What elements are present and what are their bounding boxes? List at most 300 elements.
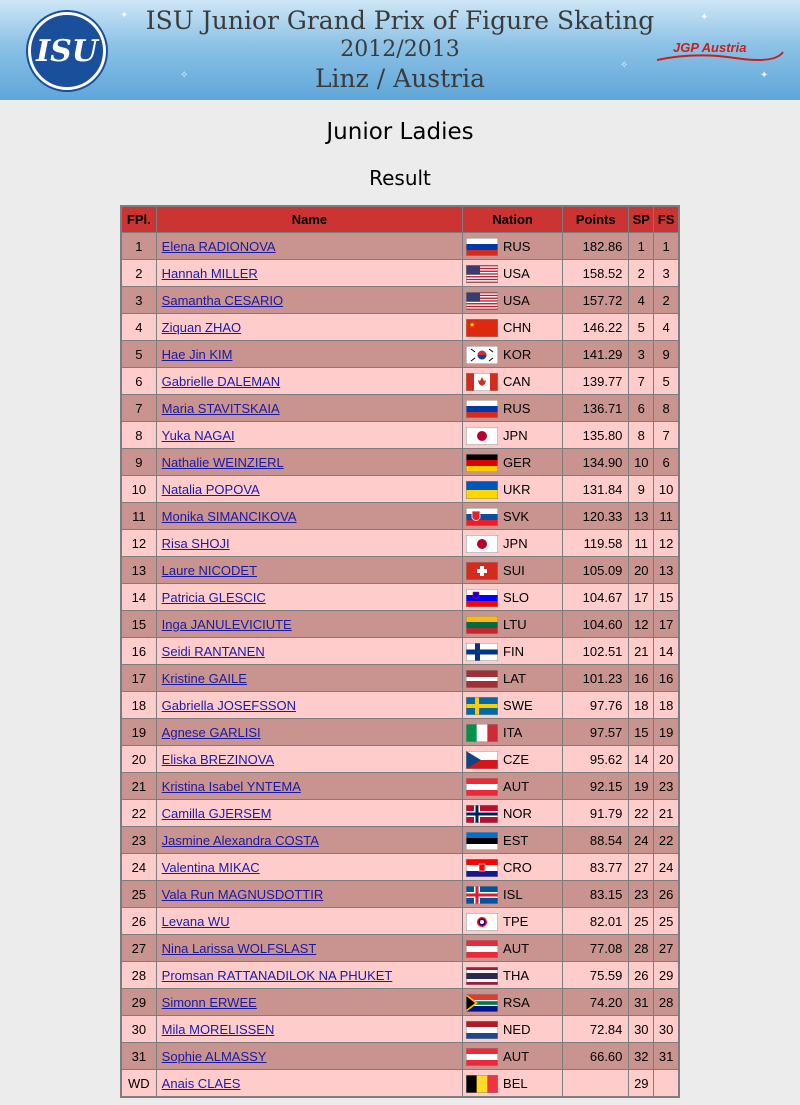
nation-code-cell: UKR <box>501 476 563 503</box>
jgp-austria-logo[interactable]: JGP Austria <box>655 36 785 70</box>
sp-rank-cell: 2 <box>629 260 654 287</box>
skater-name-cell <box>156 1016 463 1043</box>
sp-rank-cell: 23 <box>629 881 654 908</box>
skater-name-link[interactable]: Yuka NAGAI <box>161 427 235 443</box>
nation-code-cell: SVK <box>501 503 563 530</box>
event-title-line1: ISU Junior Grand Prix of Figure Skating <box>145 6 655 35</box>
sp-rank-cell: 25 <box>629 908 654 935</box>
nation-code-cell: SUI <box>501 557 563 584</box>
tha-flag-icon <box>466 967 498 985</box>
flag-cell <box>463 395 501 422</box>
column-header-name: Name <box>156 206 463 233</box>
nation-code-cell: USA <box>501 287 563 314</box>
fs-rank-cell: 27 <box>654 935 679 962</box>
points-cell: 158.52 <box>563 260 629 287</box>
skater-name-link[interactable]: Agnese GARLISI <box>161 724 261 740</box>
sp-rank-cell: 1 <box>629 233 654 260</box>
nation-code-cell: ITA <box>501 719 563 746</box>
table-row <box>121 422 679 449</box>
table-row <box>121 908 679 935</box>
skater-name-cell <box>156 260 463 287</box>
fs-rank-cell: 31 <box>654 1043 679 1070</box>
points-cell: 74.20 <box>563 989 629 1016</box>
flag-cell <box>463 584 501 611</box>
flag-cell <box>463 989 501 1016</box>
skater-name-link[interactable]: Risa SHOJI <box>161 535 230 551</box>
column-header-fpl: FPl. <box>121 206 156 233</box>
table-row <box>121 746 679 773</box>
points-cell: 105.09 <box>563 557 629 584</box>
flag-cell <box>463 449 501 476</box>
skater-name-cell <box>156 665 463 692</box>
skater-name-link[interactable]: Elena RADIONOVA <box>161 238 276 254</box>
skater-name-cell <box>156 746 463 773</box>
fs-rank-cell: 21 <box>654 800 679 827</box>
placement-cell: 21 <box>121 773 156 800</box>
sp-rank-cell: 19 <box>629 773 654 800</box>
table-row <box>121 719 679 746</box>
skater-name-link[interactable]: Patricia GLESCIC <box>161 589 266 605</box>
can-flag-icon <box>466 373 498 391</box>
skater-name-link[interactable]: Samantha CESARIO <box>161 292 284 308</box>
flag-cell <box>463 422 501 449</box>
flag-cell <box>463 557 501 584</box>
fs-rank-cell: 29 <box>654 962 679 989</box>
skater-name-link[interactable]: Mila MORELISSEN <box>161 1021 275 1037</box>
points-cell: 83.77 <box>563 854 629 881</box>
points-cell: 91.79 <box>563 800 629 827</box>
nation-code-cell: JPN <box>501 422 563 449</box>
results-table <box>120 205 680 1098</box>
flag-cell <box>463 611 501 638</box>
sp-rank-cell: 10 <box>629 449 654 476</box>
sp-rank-cell: 20 <box>629 557 654 584</box>
points-cell: 104.60 <box>563 611 629 638</box>
column-header-nation: Nation <box>463 206 563 233</box>
header-banner <box>0 0 800 100</box>
skater-name-link[interactable]: Kristina Isabel YNTEMA <box>161 778 301 794</box>
nation-code-cell: AUT <box>501 1043 563 1070</box>
points-cell: 157.72 <box>563 287 629 314</box>
skater-name-cell <box>156 989 463 1016</box>
skater-name-cell <box>156 611 463 638</box>
points-cell: 95.62 <box>563 746 629 773</box>
flag-cell <box>463 773 501 800</box>
flag-cell <box>463 935 501 962</box>
placement-cell: 24 <box>121 854 156 881</box>
svg-text:★: ★ <box>469 321 476 329</box>
sp-rank-cell: 3 <box>629 341 654 368</box>
fs-rank-cell: 17 <box>654 611 679 638</box>
skater-name-link[interactable]: Camilla GJERSEM <box>161 805 272 821</box>
skater-name-cell <box>156 692 463 719</box>
nation-code-cell: LAT <box>501 665 563 692</box>
sp-rank-cell: 17 <box>629 584 654 611</box>
table-row <box>121 557 679 584</box>
sp-rank-cell: 4 <box>629 287 654 314</box>
nation-code-cell: GER <box>501 449 563 476</box>
rsa-flag-icon <box>466 994 498 1012</box>
sp-rank-cell: 7 <box>629 368 654 395</box>
nation-code-cell: RUS <box>501 395 563 422</box>
fs-rank-cell: 12 <box>654 530 679 557</box>
placement-cell: 6 <box>121 368 156 395</box>
fs-rank-cell: 22 <box>654 827 679 854</box>
skater-name-cell <box>156 719 463 746</box>
points-cell: 136.71 <box>563 395 629 422</box>
skater-name-cell <box>156 1070 463 1098</box>
flag-cell <box>463 719 501 746</box>
points-cell: 131.84 <box>563 476 629 503</box>
table-row <box>121 638 679 665</box>
placement-cell: 1 <box>121 233 156 260</box>
placement-cell: 13 <box>121 557 156 584</box>
placement-cell: 10 <box>121 476 156 503</box>
skater-name-link[interactable]: Valentina MIKAC <box>161 859 260 875</box>
skater-name-link[interactable]: Monika SIMANCIKOVA <box>161 508 297 524</box>
placement-cell: WD <box>121 1070 156 1098</box>
column-header-sp: SP <box>629 206 654 233</box>
skater-name-cell <box>156 341 463 368</box>
placement-cell: 9 <box>121 449 156 476</box>
skater-name-link[interactable]: Simonn ERWEE <box>161 994 257 1010</box>
fs-rank-cell: 6 <box>654 449 679 476</box>
placement-cell: 22 <box>121 800 156 827</box>
placement-cell: 8 <box>121 422 156 449</box>
fs-rank-cell: 11 <box>654 503 679 530</box>
points-cell: 97.57 <box>563 719 629 746</box>
skater-name-link[interactable]: Nathalie WEINZIERL <box>161 454 284 470</box>
points-cell: 83.15 <box>563 881 629 908</box>
points-cell: 82.01 <box>563 908 629 935</box>
ita-flag-icon <box>466 724 498 742</box>
nation-code-cell: FIN <box>501 638 563 665</box>
aut-flag-icon <box>466 1048 498 1066</box>
sp-rank-cell: 18 <box>629 692 654 719</box>
flag-cell <box>463 314 501 341</box>
flag-cell <box>463 530 501 557</box>
sp-rank-cell: 8 <box>629 422 654 449</box>
skater-name-link[interactable]: Gabrielle DALEMAN <box>161 373 281 389</box>
flag-cell <box>463 341 501 368</box>
nation-code-cell: CAN <box>501 368 563 395</box>
placement-cell: 27 <box>121 935 156 962</box>
tpe-flag-icon <box>466 913 498 931</box>
fs-rank-cell: 26 <box>654 881 679 908</box>
nation-code-cell: RUS <box>501 233 563 260</box>
sp-rank-cell: 12 <box>629 611 654 638</box>
nation-code-cell: RSA <box>501 989 563 1016</box>
points-cell: 120.33 <box>563 503 629 530</box>
flag-cell <box>463 1070 501 1098</box>
cro-flag-icon <box>466 859 498 877</box>
aut-flag-icon <box>466 940 498 958</box>
placement-cell: 19 <box>121 719 156 746</box>
points-cell: 72.84 <box>563 1016 629 1043</box>
table-row <box>121 287 679 314</box>
sp-rank-cell: 29 <box>629 1070 654 1098</box>
skater-name-cell <box>156 557 463 584</box>
flag-cell <box>463 476 501 503</box>
skater-name-cell <box>156 584 463 611</box>
skater-name-link[interactable]: Gabriella JOSEFSSON <box>161 697 297 713</box>
sp-rank-cell: 26 <box>629 962 654 989</box>
flag-cell <box>463 692 501 719</box>
skater-name-link[interactable]: Jasmine Alexandra COSTA <box>161 832 319 848</box>
skater-name-link[interactable]: Anais CLAES <box>161 1075 241 1091</box>
table-row <box>121 341 679 368</box>
sp-rank-cell: 11 <box>629 530 654 557</box>
ukr-flag-icon <box>466 481 498 499</box>
skater-name-cell <box>156 638 463 665</box>
isu-logo[interactable]: ISU <box>28 12 106 90</box>
fs-rank-cell: 2 <box>654 287 679 314</box>
nation-code-cell: JPN <box>501 530 563 557</box>
flag-cell <box>463 260 501 287</box>
skater-name-cell <box>156 476 463 503</box>
sp-rank-cell: 14 <box>629 746 654 773</box>
fs-rank-cell: 14 <box>654 638 679 665</box>
flag-cell <box>463 233 501 260</box>
nation-code-cell: NED <box>501 1016 563 1043</box>
fs-rank-cell: 1 <box>654 233 679 260</box>
table-row <box>121 1043 679 1070</box>
sui-flag-icon <box>466 562 498 580</box>
placement-cell: 30 <box>121 1016 156 1043</box>
table-row <box>121 1070 679 1098</box>
nation-code-cell: AUT <box>501 935 563 962</box>
nation-code-cell: CZE <box>501 746 563 773</box>
placement-cell: 4 <box>121 314 156 341</box>
placement-cell: 16 <box>121 638 156 665</box>
event-season: 2012/2013 <box>340 37 460 62</box>
table-header-row <box>121 206 679 233</box>
placement-cell: 7 <box>121 395 156 422</box>
points-cell: 97.76 <box>563 692 629 719</box>
flag-cell <box>463 1016 501 1043</box>
event-title <box>140 6 660 93</box>
ltu-flag-icon <box>466 616 498 634</box>
sp-rank-cell: 27 <box>629 854 654 881</box>
nation-code-cell: LTU <box>501 611 563 638</box>
table-row <box>121 368 679 395</box>
skater-name-link[interactable]: Laure NICODET <box>161 562 258 578</box>
column-header-fs: FS <box>654 206 679 233</box>
placement-cell: 23 <box>121 827 156 854</box>
points-cell <box>563 1070 629 1098</box>
fs-rank-cell: 3 <box>654 260 679 287</box>
fs-rank-cell: 25 <box>654 908 679 935</box>
placement-cell: 18 <box>121 692 156 719</box>
swe-flag-icon <box>466 697 498 715</box>
sp-rank-cell: 9 <box>629 476 654 503</box>
skater-name-cell <box>156 314 463 341</box>
points-cell: 77.08 <box>563 935 629 962</box>
table-row <box>121 881 679 908</box>
ned-flag-icon <box>466 1021 498 1039</box>
fin-flag-icon <box>466 643 498 661</box>
placement-cell: 31 <box>121 1043 156 1070</box>
flag-cell <box>463 1043 501 1070</box>
sp-rank-cell: 32 <box>629 1043 654 1070</box>
skater-name-link[interactable]: Nina Larissa WOLFSLAST <box>161 940 317 956</box>
skater-name-link[interactable]: Hannah MILLER <box>161 265 258 281</box>
skater-name-cell <box>156 503 463 530</box>
rus-flag-icon <box>466 238 498 256</box>
skater-name-cell <box>156 962 463 989</box>
sp-rank-cell: 13 <box>629 503 654 530</box>
fs-rank-cell: 9 <box>654 341 679 368</box>
points-cell: 146.22 <box>563 314 629 341</box>
page-subtitle: Result <box>369 166 431 190</box>
page-title: Junior Ladies <box>326 119 474 145</box>
flag-cell <box>463 638 501 665</box>
skater-name-cell <box>156 422 463 449</box>
nation-code-cell: USA <box>501 260 563 287</box>
flag-cell <box>463 746 501 773</box>
rus-flag-icon <box>466 400 498 418</box>
skater-name-link[interactable]: Vala Run MAGNUSDOTTIR <box>161 886 324 902</box>
usa-flag-icon <box>466 265 498 283</box>
aut-flag-icon <box>466 778 498 796</box>
table-row <box>121 449 679 476</box>
sp-rank-cell: 24 <box>629 827 654 854</box>
cze-flag-icon <box>466 751 498 769</box>
points-cell: 101.23 <box>563 665 629 692</box>
fs-rank-cell: 30 <box>654 1016 679 1043</box>
nation-code-cell: SWE <box>501 692 563 719</box>
table-row <box>121 530 679 557</box>
event-location: Linz / Austria <box>314 64 486 93</box>
fs-rank-cell: 15 <box>654 584 679 611</box>
skater-name-cell <box>156 935 463 962</box>
fs-rank-cell: 8 <box>654 395 679 422</box>
table-row <box>121 935 679 962</box>
skater-name-link[interactable]: Hae Jin KIM <box>161 346 233 362</box>
fs-rank-cell: 28 <box>654 989 679 1016</box>
skater-name-link[interactable]: Natalia POPOVA <box>161 481 260 497</box>
usa-flag-icon <box>466 292 498 310</box>
column-header-points: Points <box>563 206 629 233</box>
table-row <box>121 395 679 422</box>
table-row <box>121 773 679 800</box>
skater-name-link[interactable]: Kristine GAILE <box>161 670 247 686</box>
flag-cell <box>463 827 501 854</box>
flag-cell <box>463 881 501 908</box>
skater-name-link[interactable]: Levana WU <box>161 913 230 929</box>
skater-name-cell <box>156 530 463 557</box>
points-cell: 139.77 <box>563 368 629 395</box>
sp-rank-cell: 15 <box>629 719 654 746</box>
snowflake-icon: ✦ <box>700 12 709 23</box>
skater-name-link[interactable]: Seidi RANTANEN <box>161 643 265 659</box>
skater-name-cell <box>156 395 463 422</box>
sp-rank-cell: 5 <box>629 314 654 341</box>
est-flag-icon <box>466 832 498 850</box>
sp-rank-cell: 6 <box>629 395 654 422</box>
points-cell: 88.54 <box>563 827 629 854</box>
snowflake-icon: ✧ <box>620 60 629 71</box>
placement-cell: 25 <box>121 881 156 908</box>
fs-rank-cell: 24 <box>654 854 679 881</box>
skater-name-cell <box>156 827 463 854</box>
fs-rank-cell: 7 <box>654 422 679 449</box>
nation-code-cell: KOR <box>501 341 563 368</box>
skater-name-link[interactable]: Ziquan ZHAO <box>161 319 242 335</box>
points-cell: 92.15 <box>563 773 629 800</box>
placement-cell: 17 <box>121 665 156 692</box>
table-row <box>121 800 679 827</box>
fs-rank-cell: 23 <box>654 773 679 800</box>
flag-cell <box>463 287 501 314</box>
fs-rank-cell: 19 <box>654 719 679 746</box>
points-cell: 66.60 <box>563 1043 629 1070</box>
nation-code-cell: CRO <box>501 854 563 881</box>
isl-flag-icon <box>466 886 498 904</box>
table-row <box>121 665 679 692</box>
snowflake-icon: ✦ <box>760 70 769 81</box>
skater-name-cell <box>156 800 463 827</box>
table-row <box>121 260 679 287</box>
table-row <box>121 233 679 260</box>
fs-rank-cell: 20 <box>654 746 679 773</box>
sp-rank-cell: 31 <box>629 989 654 1016</box>
skater-name-cell <box>156 1043 463 1070</box>
nation-code-cell: AUT <box>501 773 563 800</box>
skater-name-link[interactable]: Inga JANULEVICIUTE <box>161 616 292 632</box>
table-row <box>121 962 679 989</box>
sp-rank-cell: 30 <box>629 1016 654 1043</box>
lat-flag-icon <box>466 670 498 688</box>
fs-rank-cell: 18 <box>654 692 679 719</box>
skater-name-link[interactable]: Maria STAVITSKAIA <box>161 400 280 416</box>
skater-name-link[interactable]: Eliska BREZINOVA <box>161 751 275 767</box>
flag-cell <box>463 854 501 881</box>
flag-cell <box>463 368 501 395</box>
points-cell: 75.59 <box>563 962 629 989</box>
nation-code-cell: SLO <box>501 584 563 611</box>
jpn-flag-icon <box>466 535 498 553</box>
fs-rank-cell: 5 <box>654 368 679 395</box>
points-cell: 102.51 <box>563 638 629 665</box>
points-cell: 119.58 <box>563 530 629 557</box>
jpn-flag-icon <box>466 427 498 445</box>
placement-cell: 5 <box>121 341 156 368</box>
skater-name-link[interactable]: Sophie ALMASSY <box>161 1048 267 1064</box>
svk-flag-icon <box>466 508 498 526</box>
placement-cell: 3 <box>121 287 156 314</box>
chn-flag-icon <box>466 319 498 337</box>
skater-name-link[interactable]: Promsan RATTANADILOK NA PHUKET <box>161 967 393 983</box>
flag-cell <box>463 908 501 935</box>
points-cell: 141.29 <box>563 341 629 368</box>
table-row <box>121 989 679 1016</box>
points-cell: 135.80 <box>563 422 629 449</box>
flag-cell <box>463 962 501 989</box>
skater-name-cell <box>156 287 463 314</box>
placement-cell: 20 <box>121 746 156 773</box>
fs-rank-cell: 4 <box>654 314 679 341</box>
bel-flag-icon <box>466 1075 498 1093</box>
fs-rank-cell: 16 <box>654 665 679 692</box>
points-cell: 104.67 <box>563 584 629 611</box>
flag-cell <box>463 665 501 692</box>
skater-name-cell <box>156 449 463 476</box>
nation-code-cell: NOR <box>501 800 563 827</box>
placement-cell: 2 <box>121 260 156 287</box>
sp-rank-cell: 22 <box>629 800 654 827</box>
fs-rank-cell <box>654 1070 679 1098</box>
